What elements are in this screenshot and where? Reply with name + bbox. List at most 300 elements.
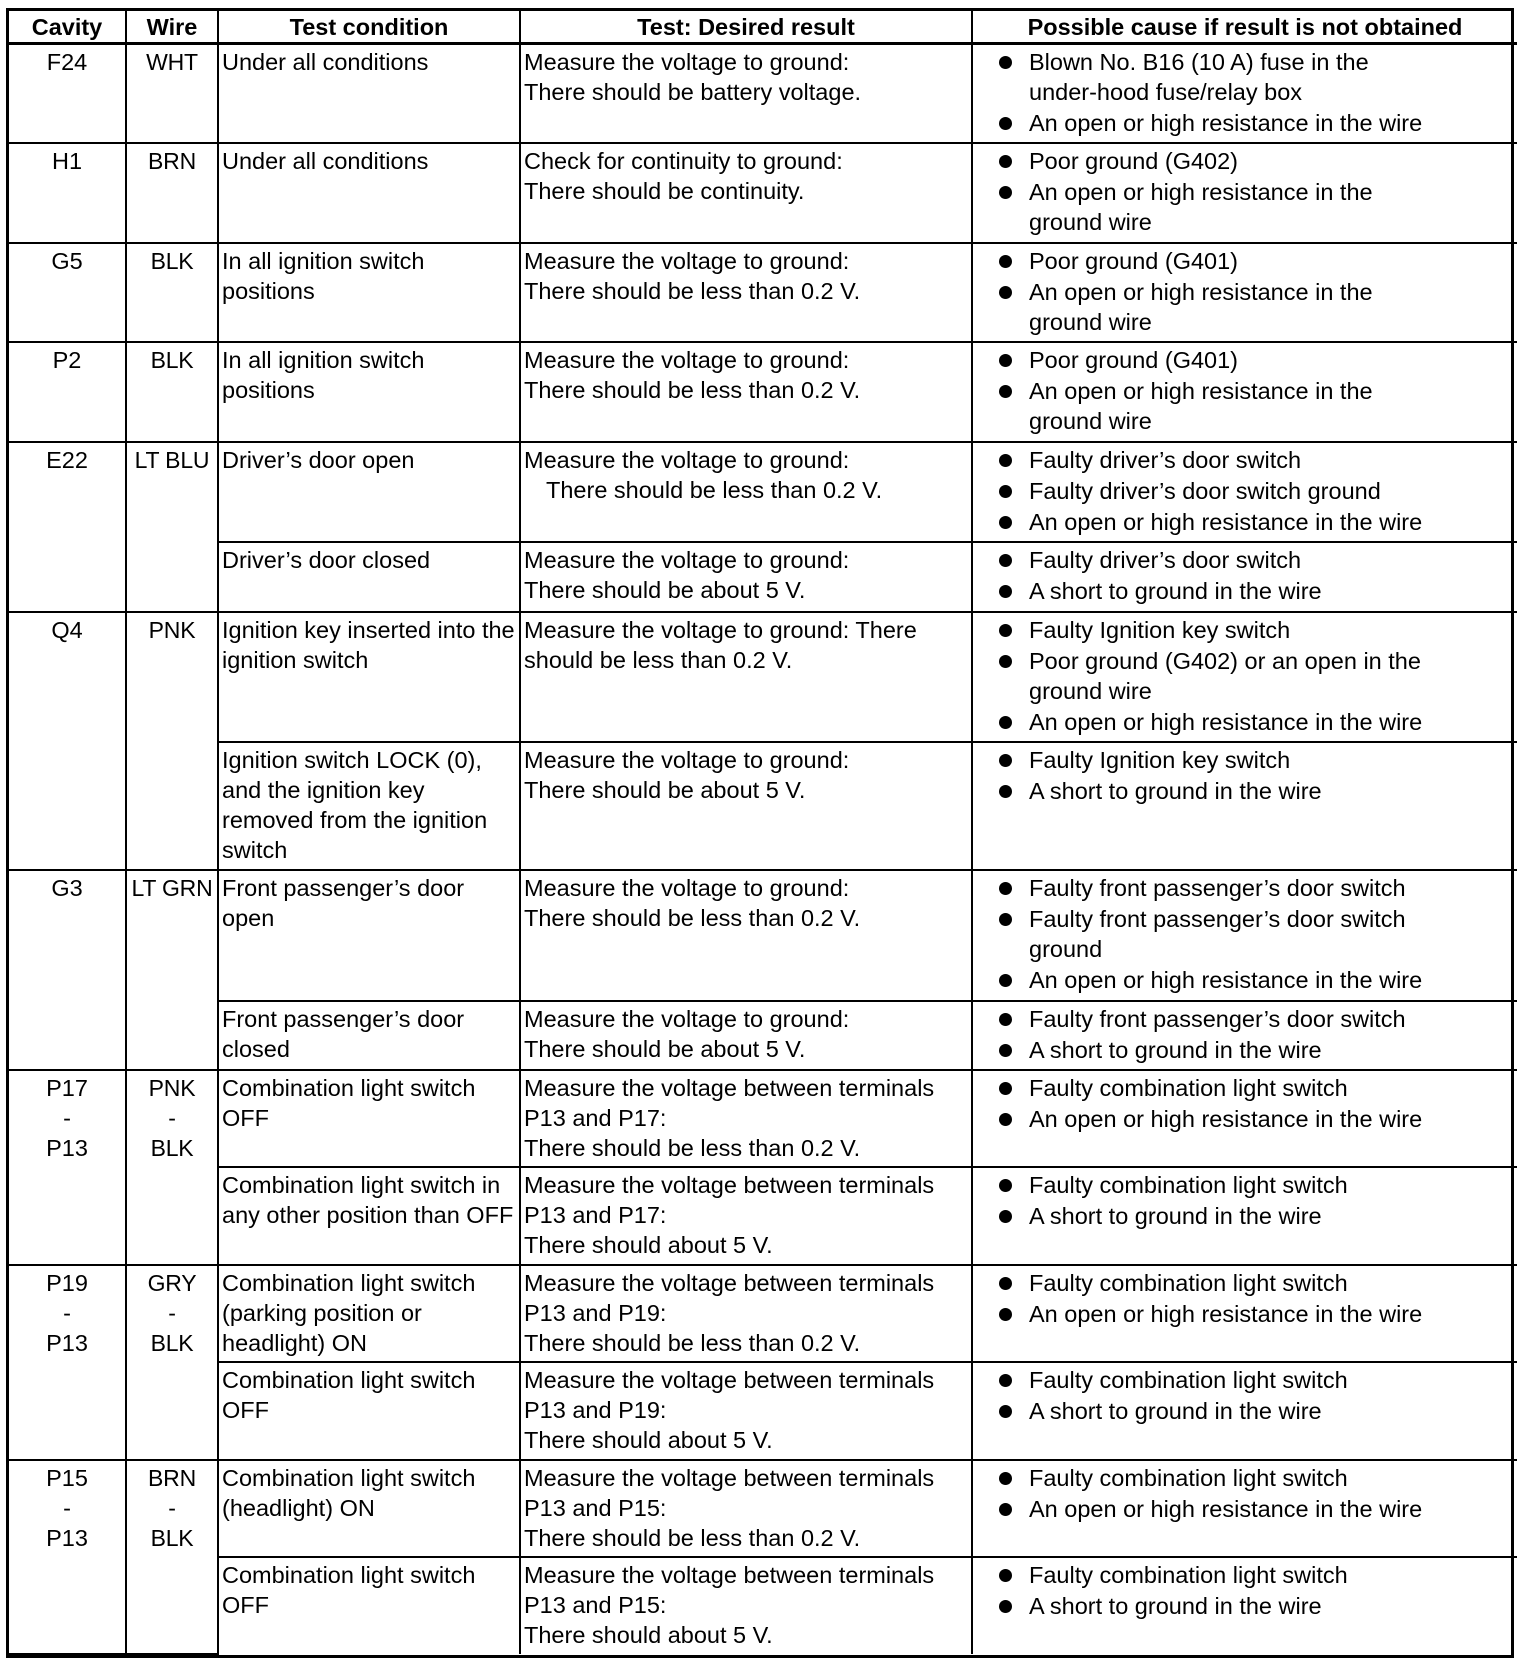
test-condition-cell xyxy=(218,1265,520,1362)
cause-item xyxy=(977,1104,1513,1134)
possible-cause-cell xyxy=(972,342,1517,441)
desired-result-text: Measure the voltage to ground: xyxy=(524,1005,850,1032)
possible-cause-cell xyxy=(972,143,1517,242)
desired-result-text: Measure the voltage to ground: xyxy=(524,446,850,473)
cause-text: Faulty front passenger’s door switch xyxy=(1029,906,1406,933)
cavity-cell xyxy=(9,1460,126,1654)
cause-text: Faulty combination light switch xyxy=(1029,1172,1348,1199)
cause-text: An open or high resistance in the wire xyxy=(1029,1106,1423,1133)
bullet-icon xyxy=(999,485,1012,498)
table-row xyxy=(9,742,1517,870)
header-possible-cause: Possible cause if result is not obtained xyxy=(972,11,1517,44)
cause-item xyxy=(977,1201,1513,1231)
cavity-cell xyxy=(9,870,126,1070)
cavity-cell xyxy=(9,44,126,144)
cause-text: Faulty combination light switch xyxy=(1029,1464,1348,1491)
cavity-text: G5 xyxy=(51,247,83,274)
table-row xyxy=(9,44,1517,144)
wire-color-cell xyxy=(126,342,218,441)
cause-item xyxy=(977,476,1513,506)
cause-text: Faulty Ignition key switch xyxy=(1029,747,1291,774)
desired-result-text: Measure the voltage between terminals xyxy=(524,1075,935,1102)
possible-cause-cell xyxy=(972,742,1517,870)
test-condition-cell xyxy=(218,143,520,242)
header-wire: Wire xyxy=(126,11,218,44)
desired-result-cell xyxy=(520,442,972,542)
wire-color-text: BLK xyxy=(150,1329,194,1356)
test-condition-cell xyxy=(218,442,520,542)
cause-item xyxy=(977,1268,1513,1298)
bullet-icon xyxy=(999,454,1012,467)
test-condition-text: switch xyxy=(222,837,288,864)
cause-text: A short to ground in the wire xyxy=(1029,1036,1322,1063)
cause-text: An open or high resistance in the wire xyxy=(1029,110,1423,136)
table-row xyxy=(9,1265,1517,1362)
test-condition-text: ignition switch xyxy=(222,646,369,673)
cause-item xyxy=(977,1170,1513,1200)
cavity-text: P17 xyxy=(46,1075,88,1102)
bullet-icon xyxy=(999,1569,1012,1582)
desired-result-text: There should be about 5 V. xyxy=(524,777,806,804)
test-condition-text: In all ignition switch xyxy=(222,247,425,274)
cause-text: An open or high resistance in the wire xyxy=(1029,708,1423,735)
cause-list xyxy=(977,1268,1513,1329)
wire-color-text: BLK xyxy=(150,1524,194,1551)
test-condition-cell xyxy=(218,1557,520,1654)
cause-item xyxy=(977,146,1513,176)
table-row xyxy=(9,1070,1517,1167)
possible-cause-cell xyxy=(972,1001,1517,1070)
test-condition-cell xyxy=(218,542,520,611)
test-condition-cell xyxy=(218,44,520,144)
test-condition-text: positions xyxy=(222,377,315,404)
desired-result-cell xyxy=(520,542,972,611)
possible-cause-cell xyxy=(972,1460,1517,1557)
bullet-icon xyxy=(999,1472,1012,1485)
test-condition-text: open xyxy=(222,905,275,932)
table-body xyxy=(9,44,1517,1655)
cause-item xyxy=(977,1396,1513,1426)
desired-result-text: There should be about 5 V. xyxy=(524,577,806,604)
cause-text: Faulty combination light switch xyxy=(1029,1367,1348,1394)
desired-result-cell xyxy=(520,870,972,1001)
desired-result-text: There should be continuity. xyxy=(524,178,805,205)
test-condition-text: OFF xyxy=(222,1397,269,1424)
cause-item xyxy=(977,246,1513,276)
cause-item xyxy=(977,707,1513,737)
cause-text: ground wire xyxy=(1029,677,1152,704)
table-row xyxy=(9,1557,1517,1654)
test-condition-text: Combination light switch xyxy=(222,1367,476,1394)
cavity-text: - xyxy=(63,1494,71,1521)
bullet-icon xyxy=(999,585,1012,598)
desired-result-text: Measure the voltage to ground: xyxy=(524,347,850,374)
cause-item xyxy=(977,1004,1513,1034)
test-condition-text: closed xyxy=(222,1035,290,1062)
cavity-text: G3 xyxy=(51,875,83,902)
wire-color-cell xyxy=(126,870,218,1070)
cause-item xyxy=(977,904,1513,964)
test-condition-cell xyxy=(218,342,520,441)
possible-cause-cell xyxy=(972,870,1517,1001)
wire-color-cell xyxy=(126,442,218,612)
bullet-icon xyxy=(999,716,1012,729)
test-condition-cell xyxy=(218,243,520,342)
cause-text: An open or high resistance in the xyxy=(1029,179,1373,206)
cause-item xyxy=(977,1073,1513,1103)
cause-text: Faulty Ignition key switch xyxy=(1029,616,1291,643)
cause-text: Faulty combination light switch xyxy=(1029,1562,1348,1589)
desired-result-cell xyxy=(520,44,972,144)
cause-list xyxy=(977,146,1513,237)
table-row xyxy=(9,1001,1517,1070)
wire-color-text: BLK xyxy=(150,1135,194,1162)
header-test-condition: Test condition xyxy=(218,11,520,44)
cause-item xyxy=(977,1035,1513,1065)
desired-result-text: Measure the voltage to ground: xyxy=(524,547,850,574)
test-condition-text: positions xyxy=(222,277,315,304)
cause-list xyxy=(977,615,1513,737)
cavity-cell xyxy=(9,442,126,612)
cavity-text: F24 xyxy=(46,49,88,75)
cause-list xyxy=(977,745,1513,806)
desired-result-text: Measure the voltage to ground: There xyxy=(524,616,917,643)
wire-color-cell xyxy=(126,143,218,242)
cause-list xyxy=(977,345,1513,436)
bullet-icon xyxy=(999,1600,1012,1613)
cause-text: A short to ground in the wire xyxy=(1029,1593,1322,1620)
desired-result-text: There should be less than 0.2 V. xyxy=(524,277,861,304)
desired-result-cell xyxy=(520,612,972,743)
test-condition-cell xyxy=(218,612,520,743)
cause-text: Blown No. B16 (10 A) fuse in the xyxy=(1029,49,1369,75)
cause-text: Faulty front passenger’s door switch xyxy=(1029,875,1406,902)
cause-item xyxy=(977,108,1513,138)
table-row xyxy=(9,612,1517,743)
desired-result-text: should be less than 0.2 V. xyxy=(524,646,793,673)
desired-result-text: Measure the voltage to ground: xyxy=(524,875,850,902)
wire-color-cell xyxy=(126,1265,218,1460)
test-condition-text: Driver’s door open xyxy=(222,446,415,473)
cavity-cell xyxy=(9,1070,126,1265)
desired-result-cell xyxy=(520,243,972,342)
bullet-icon xyxy=(999,1277,1012,1290)
test-condition-cell xyxy=(218,1460,520,1557)
bullet-icon xyxy=(999,1013,1012,1026)
bullet-icon xyxy=(999,1405,1012,1418)
cavity-cell xyxy=(9,1265,126,1460)
desired-result-text: There should be less than 0.2 V. xyxy=(524,1135,861,1162)
desired-result-text: Measure the voltage between terminals xyxy=(524,1464,935,1491)
test-condition-text: removed from the ignition xyxy=(222,807,488,834)
desired-result-text: There should be less than 0.2 V. xyxy=(546,476,883,503)
bullet-icon xyxy=(999,155,1012,168)
possible-cause-cell xyxy=(972,1167,1517,1264)
cause-list xyxy=(977,47,1513,138)
desired-result-text: Measure the voltage between terminals xyxy=(524,1172,935,1199)
header-row xyxy=(9,11,1517,44)
cause-item xyxy=(977,345,1513,375)
wire-color-text: LT GRN xyxy=(131,875,213,902)
test-condition-text: (parking position or xyxy=(222,1299,422,1326)
wire-color-text: - xyxy=(168,1299,176,1326)
bullet-icon xyxy=(999,1044,1012,1057)
possible-cause-cell xyxy=(972,243,1517,342)
cause-text: ground wire xyxy=(1029,308,1152,335)
test-condition-cell xyxy=(218,1167,520,1264)
bullet-icon xyxy=(999,255,1012,268)
test-condition-text: Combination light switch in xyxy=(222,1172,501,1199)
bullet-icon xyxy=(999,56,1012,69)
desired-result-cell xyxy=(520,1070,972,1167)
desired-result-text: There should be less than 0.2 V. xyxy=(524,377,861,404)
cause-text: Faulty combination light switch xyxy=(1029,1269,1348,1296)
test-condition-cell xyxy=(218,1070,520,1167)
desired-result-text: P13 and P17: xyxy=(524,1105,667,1132)
cause-text: An open or high resistance in the xyxy=(1029,278,1373,305)
cause-item xyxy=(977,445,1513,475)
cause-item xyxy=(977,1560,1513,1590)
cause-text: Faulty driver’s door switch xyxy=(1029,446,1302,473)
test-condition-text: Combination light switch xyxy=(222,1562,476,1589)
desired-result-text: Measure the voltage to ground: xyxy=(524,747,850,774)
cavity-text: P13 xyxy=(46,1135,88,1162)
bullet-icon xyxy=(999,554,1012,567)
desired-result-cell xyxy=(520,1460,972,1557)
wire-color-text: - xyxy=(168,1105,176,1132)
cause-list xyxy=(977,1365,1513,1426)
cause-item xyxy=(977,1299,1513,1329)
table-row xyxy=(9,1460,1517,1557)
desired-result-text: Measure the voltage between terminals xyxy=(524,1269,935,1296)
bullet-icon xyxy=(999,186,1012,199)
cavity-text: P2 xyxy=(52,347,82,374)
bullet-icon xyxy=(999,1503,1012,1516)
wire-color-cell xyxy=(126,1460,218,1654)
desired-result-cell xyxy=(520,143,972,242)
cause-text: Faulty front passenger’s door switch xyxy=(1029,1005,1406,1032)
bullet-icon xyxy=(999,1179,1012,1192)
desired-result-text: There should about 5 V. xyxy=(524,1622,773,1649)
test-condition-text: In all ignition switch xyxy=(222,347,425,374)
cause-list xyxy=(977,1073,1513,1134)
bullet-icon xyxy=(999,1210,1012,1223)
test-condition-cell xyxy=(218,870,520,1001)
cause-text: ground wire xyxy=(1029,408,1152,435)
desired-result-text: There should be less than 0.2 V. xyxy=(524,1329,861,1356)
cause-text: An open or high resistance in the xyxy=(1029,378,1373,405)
test-condition-text: (headlight) ON xyxy=(222,1494,375,1521)
possible-cause-cell xyxy=(972,1557,1517,1654)
cause-list xyxy=(977,1170,1513,1231)
cause-list xyxy=(977,445,1513,537)
test-condition-text: Ignition switch LOCK (0), xyxy=(222,747,482,774)
possible-cause-cell xyxy=(972,1070,1517,1167)
desired-result-text: There should about 5 V. xyxy=(524,1427,773,1454)
cause-item xyxy=(977,1463,1513,1493)
desired-result-cell xyxy=(520,342,972,441)
bullet-icon xyxy=(999,1308,1012,1321)
wire-color-text: BRN xyxy=(148,1464,196,1491)
cause-item xyxy=(977,1591,1513,1621)
desired-result-text: P13 and P19: xyxy=(524,1299,667,1326)
cause-list xyxy=(977,1560,1513,1621)
cause-text: A short to ground in the wire xyxy=(1029,1203,1322,1230)
bullet-icon xyxy=(999,655,1012,668)
wire-color-text: BLK xyxy=(150,347,194,374)
table-row xyxy=(9,1167,1517,1264)
cause-text: A short to ground in the wire xyxy=(1029,1398,1322,1425)
wire-color-text: - xyxy=(168,1494,176,1521)
cause-text: ground xyxy=(1029,936,1103,963)
cause-item xyxy=(977,776,1513,806)
cause-item xyxy=(977,965,1513,995)
wire-color-text: BRN xyxy=(148,148,196,175)
test-condition-text: OFF xyxy=(222,1105,269,1132)
cause-text: A short to ground in the wire xyxy=(1029,778,1322,805)
cavity-text: - xyxy=(63,1299,71,1326)
desired-result-text: There should be less than 0.2 V. xyxy=(524,1524,861,1551)
bullet-icon xyxy=(999,882,1012,895)
test-condition-text: Ignition key inserted into the xyxy=(222,616,515,643)
desired-result-text: P13 and P19: xyxy=(524,1397,667,1424)
cause-list xyxy=(977,1463,1513,1524)
cause-item xyxy=(977,1365,1513,1395)
desired-result-text: Measure the voltage to ground: xyxy=(524,247,850,274)
cause-text: An open or high resistance in the wire xyxy=(1029,1495,1423,1522)
possible-cause-cell xyxy=(972,44,1517,144)
test-condition-cell xyxy=(218,1001,520,1070)
desired-result-text: Measure the voltage between terminals xyxy=(524,1562,935,1589)
test-condition-text: OFF xyxy=(222,1592,269,1619)
bullet-icon xyxy=(999,1374,1012,1387)
cause-text: ground wire xyxy=(1029,209,1152,236)
desired-result-cell xyxy=(520,1362,972,1459)
cause-text: Faulty driver’s door switch ground xyxy=(1029,477,1381,504)
cause-item xyxy=(977,507,1513,537)
test-condition-cell xyxy=(218,1362,520,1459)
table-row xyxy=(9,143,1517,242)
cause-text: under-hood fuse/relay box xyxy=(1029,79,1303,105)
cause-item xyxy=(977,277,1513,337)
wire-color-cell xyxy=(126,44,218,144)
cause-text: Faulty combination light switch xyxy=(1029,1075,1348,1102)
table-row xyxy=(9,243,1517,342)
cause-text: An open or high resistance in the wire xyxy=(1029,967,1423,994)
cause-item xyxy=(977,545,1513,575)
table-row xyxy=(9,870,1517,1001)
cause-item xyxy=(977,376,1513,436)
test-condition-text: Driver’s door closed xyxy=(222,547,431,574)
possible-cause-cell xyxy=(972,612,1517,743)
cavity-text: E22 xyxy=(46,446,88,473)
desired-result-text: P13 and P15: xyxy=(524,1592,667,1619)
desired-result-text: There should be less than 0.2 V. xyxy=(524,905,861,932)
cavity-text: Q4 xyxy=(51,616,83,643)
wire-color-text: GRY xyxy=(147,1269,197,1296)
cause-text: Poor ground (G401) xyxy=(1029,247,1239,274)
desired-result-text: Measure the voltage between terminals xyxy=(524,1367,935,1394)
cause-text: An open or high resistance in the wire xyxy=(1029,508,1423,535)
desired-result-text: P13 and P17: xyxy=(524,1202,667,1229)
bullet-icon xyxy=(999,1113,1012,1126)
test-condition-text: any other position than OFF xyxy=(222,1202,514,1229)
cause-item xyxy=(977,177,1513,237)
bullet-icon xyxy=(999,117,1012,130)
cause-text: Poor ground (G402) or an open in the xyxy=(1029,647,1421,674)
wire-color-text: WHT xyxy=(146,49,198,75)
possible-cause-cell xyxy=(972,1362,1517,1459)
cavity-cell xyxy=(9,143,126,242)
test-condition-text: headlight) ON xyxy=(222,1329,367,1356)
cause-item xyxy=(977,1494,1513,1524)
table-row xyxy=(9,1362,1517,1459)
header-cavity: Cavity xyxy=(9,11,126,44)
test-condition-text: Under all conditions xyxy=(222,49,429,75)
possible-cause-cell xyxy=(972,542,1517,611)
header-desired-result: Test: Desired result xyxy=(520,11,972,44)
desired-result-cell xyxy=(520,1557,972,1654)
bullet-icon xyxy=(999,516,1012,529)
cavity-text: P19 xyxy=(46,1269,88,1296)
test-condition-cell xyxy=(218,742,520,870)
bullet-icon xyxy=(999,286,1012,299)
desired-result-text: There should be battery voltage. xyxy=(524,79,862,105)
possible-cause-cell xyxy=(972,1265,1517,1362)
desired-result-cell xyxy=(520,742,972,870)
cause-text: A short to ground in the wire xyxy=(1029,578,1322,605)
cavity-cell xyxy=(9,243,126,342)
cause-text: Poor ground (G401) xyxy=(1029,347,1239,374)
cause-text: Poor ground (G402) xyxy=(1029,148,1239,175)
desired-result-text: There should about 5 V. xyxy=(524,1232,773,1259)
cavity-cell xyxy=(9,342,126,441)
cause-list xyxy=(977,246,1513,337)
wire-color-cell xyxy=(126,1070,218,1265)
cause-item xyxy=(977,47,1513,107)
cause-list xyxy=(977,873,1513,995)
cavity-text: P13 xyxy=(46,1329,88,1356)
test-condition-text: Combination light switch xyxy=(222,1464,476,1491)
table-row xyxy=(9,442,1517,542)
troubleshooting-table-sheet xyxy=(6,8,1514,1658)
cavity-text: - xyxy=(63,1105,71,1132)
wire-color-cell xyxy=(126,612,218,870)
test-condition-text: and the ignition key xyxy=(222,777,425,804)
table-row xyxy=(9,342,1517,441)
desired-result-cell xyxy=(520,1265,972,1362)
wire-color-text: LT BLU xyxy=(134,446,210,473)
cause-list xyxy=(977,545,1513,606)
test-condition-text: Combination light switch xyxy=(222,1269,476,1296)
cause-item xyxy=(977,576,1513,606)
test-condition-text: Front passenger’s door xyxy=(222,1005,465,1032)
bullet-icon xyxy=(999,754,1012,767)
cause-text: An open or high resistance in the wire xyxy=(1029,1300,1423,1327)
test-condition-text: Under all conditions xyxy=(222,148,429,175)
test-condition-text: Front passenger’s door xyxy=(222,875,465,902)
bullet-icon xyxy=(999,1082,1012,1095)
bullet-icon xyxy=(999,385,1012,398)
possible-cause-cell xyxy=(972,442,1517,542)
bullet-icon xyxy=(999,913,1012,926)
cause-item xyxy=(977,873,1513,903)
cause-item xyxy=(977,745,1513,775)
cavity-text: P13 xyxy=(46,1524,88,1551)
desired-result-text: P13 and P15: xyxy=(524,1494,667,1521)
cavity-text: H1 xyxy=(51,148,83,175)
bullet-icon xyxy=(999,974,1012,987)
